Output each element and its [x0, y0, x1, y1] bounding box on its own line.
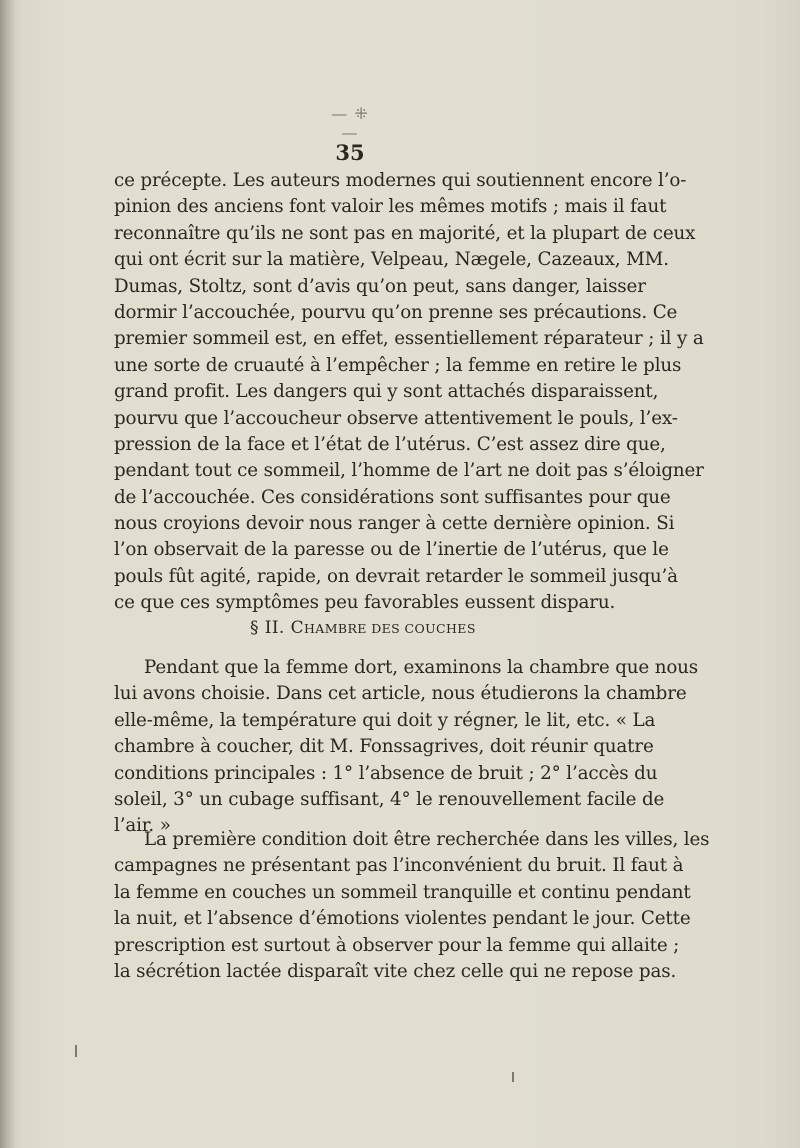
paragraph-1: [114, 168, 704, 617]
section-title-initial: C: [290, 618, 304, 638]
section-number: § II.: [250, 618, 285, 638]
text-line: grand profit. Les dangers qui y sont attachés disparaissent,: [114, 381, 659, 403]
text-line: Pendant que la femme dort, examinons la chambre que nous: [144, 657, 699, 678]
section-title-rest: HAMBRE DES COUCHES: [303, 621, 476, 636]
page-spine-shadow: [0, 0, 16, 1148]
text-line: de l’accouchée. Ces considérations sont suffisantes pour que: [114, 486, 671, 508]
text-line: premier sommeil est, en effet, essentiellement réparateur ; il y a: [114, 328, 704, 350]
text-line: La première condition doit être recherchée dans les villes, les: [144, 829, 710, 850]
text-line: une sorte de cruauté à l’empêcher ; la femme en retire le plus: [114, 354, 682, 376]
text-line: pression de la face et l’état de l’utérus. C’est assez dire que,: [114, 433, 666, 455]
text-line: ce que ces symptômes peu favorables eussent disparu.: [114, 592, 616, 614]
text-line: elle-même, la température qui doit y régner, le lit, etc. « La: [114, 709, 656, 731]
text-line: lui avons choisie. Dans cet article, nous étudierons la chambre: [114, 683, 687, 705]
text-line: l’on observait de la paresse ou de l’inertie de l’utérus, que le: [114, 539, 669, 561]
text-line: qui ont écrit sur la matière, Velpeau, Nægele, Cazeaux, MM.: [114, 249, 669, 271]
header-ornament: — ⁜ —: [331, 104, 369, 142]
page-number: 35: [335, 140, 365, 165]
text-line: la nuit, et l’absence d’émotions violentes pendant le jour. Cette: [114, 908, 691, 930]
text-line: ce précepte. Les auteurs modernes qui soutiennent encore l’o-: [114, 170, 687, 191]
ink-mark: [512, 1072, 514, 1082]
text-line: reconnaître qu’ils ne sont pas en majorité, et la plupart de ceux: [114, 222, 696, 244]
text-line: pinion des anciens font valoir les mêmes motifs ; mais il faut: [114, 196, 667, 218]
text-line: Dumas, Stoltz, sont d’avis qu’on peut, sans danger, laisser: [114, 275, 646, 297]
text-line: nous croyions devoir nous ranger à cette dernière opinion. Si: [114, 513, 675, 535]
text-line: prescription est surtout à observer pour la femme qui allaite ;: [114, 934, 680, 956]
text-line: pendant tout ce sommeil, l’homme de l’art ne doit pas s’éloigner: [114, 460, 704, 482]
text-line: la femme en couches un sommeil tranquille et continu pendant: [114, 881, 691, 903]
text-line: la sécrétion lactée disparaît vite chez celle qui ne repose pas.: [114, 960, 677, 982]
text-line: l’air. »: [114, 815, 171, 837]
text-line: dormir l’accouchée, pourvu qu’on prenne ses précautions. Ce: [114, 301, 678, 323]
ink-mark: [75, 1045, 77, 1057]
paragraph-3: [114, 827, 710, 985]
text-line: pouls fût agité, rapide, on devrait retarder le sommeil jusqu’à: [114, 565, 678, 587]
text-line: conditions principales : 1° l’absence de bruit ; 2° l’accès du: [114, 762, 658, 784]
text-line: pourvu que l’accoucheur observe attentivement le pouls, l’ex-: [114, 407, 678, 429]
text-line: soleil, 3° un cubage suffisant, 4° le renouvellement facile de: [114, 788, 665, 810]
text-line: campagnes ne présentant pas l’inconvénient du bruit. Il faut à: [114, 855, 684, 877]
text-line: chambre à coucher, dit M. Fonssagrives, doit réunir quatre: [114, 736, 654, 758]
section-heading: [250, 618, 476, 638]
